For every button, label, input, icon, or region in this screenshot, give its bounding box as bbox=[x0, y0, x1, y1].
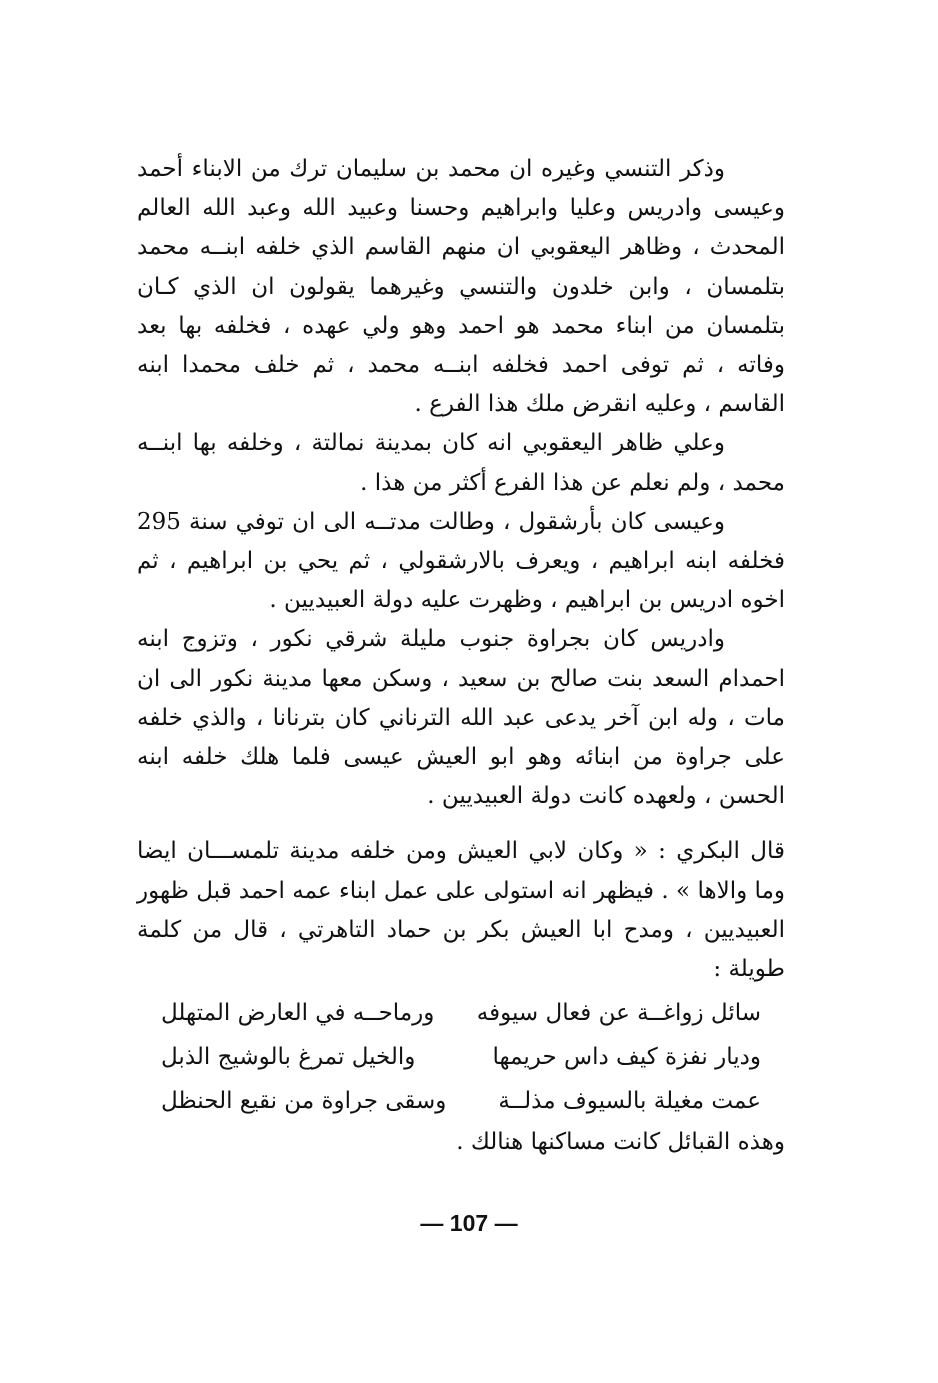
poem-first-hemistich: سائل زواغــة عن فعال سيوفه bbox=[476, 999, 761, 1026]
poem-second-hemistich: ورماحــه في العارض المتهلل bbox=[161, 999, 435, 1026]
paragraph-descendants: وذكر التنسي وغيره ان محمد بن سليمان ترك من الابناء أحمد وعيسى وادريس وعليا وابراهيم وحسنا وعبيد الله وعبد الله العالم المحدث ، وظاهر اليعقوبي ان منهم القاسم الذي خلفه ابنــه محمد بتلمسان ، وابن خلدون والتنسي وغيرهما يقولون ان الذي كـان بتلمسان من ابناء محمد هو احمد وهو ولي عهده ، فخلفه بها بعد وفاته ، ثم توفى احمد فخلفه ابنــه محمد ، ثم خلف محمدا ابنه القاسم ، وعليه انقرض ملك هذا الفرع . bbox=[137, 156, 785, 418]
poem-verse bbox=[161, 1079, 761, 1123]
main-text bbox=[137, 150, 785, 1162]
poem-second-hemistich: وسقى جراوة من نقيع الحنظل bbox=[161, 1087, 447, 1114]
poem-verse bbox=[161, 1035, 761, 1079]
poem-second-hemistich: والخيل تمرغ بالوشيج الذبل bbox=[161, 1043, 416, 1070]
poem-verse bbox=[161, 991, 761, 1035]
closing-line: وهذه القبائل كانت مساكنها هنالك . bbox=[456, 1129, 785, 1156]
poem-first-hemistich: عمت مغيلة بالسيوف مذلــة bbox=[498, 1087, 761, 1114]
page-number: — 107 — bbox=[420, 1210, 518, 1236]
paragraph-ali: وعلي ظاهر اليعقوبي انه كان بمدينة نمالتة ، وخلفه بها ابنــه محمد ، ولم نعلم عن هذا الفرع أكثر من هذا . bbox=[137, 430, 785, 496]
paragraph-bakri-quote: قال البكري : « وكان لابي العيش ومن خلفه مدينة تلمســـان ايضا وما والاها » . فيظهر انه استولى على عمل ابناء عمه احمد قبل ظهور العبيديين ، ومدح ابا العيش بكر بن حماد التاهرتي ، قال من كلمة طويلة : bbox=[137, 838, 785, 983]
poem bbox=[137, 991, 785, 1123]
paragraph-isa: وعيسى كان بأرشقول ، وطالت مدتــه الى ان توفي سنة 295 فخلفه ابنه ابراهيم ، ويعرف بالارشقولي ، ثم يحي بن ابراهيم ، ثم اخوه ادريس بن ابراهيم ، وظهرت عليه دولة العبيديين . bbox=[137, 508, 785, 614]
paragraph-idris: وادريس كان بجراوة جنوب مليلة شرقي نكور ، وتزوج ابنه احمدام السعد بنت صالح بن سعيد ، وسكن معها مدينة نكور الى ان مات ، وله ابن آخر يدعى عبد الله الترناني كان بترنانا ، والذي خلفه على جراوة من ابنائه وهو ابو العيش عيسى فلما هلك خلفه ابنه الحسن ، ولعهده كانت دولة العبيديين . bbox=[137, 626, 785, 810]
poem-first-hemistich: وديار نفزة كيف داس حريمها bbox=[492, 1043, 761, 1070]
